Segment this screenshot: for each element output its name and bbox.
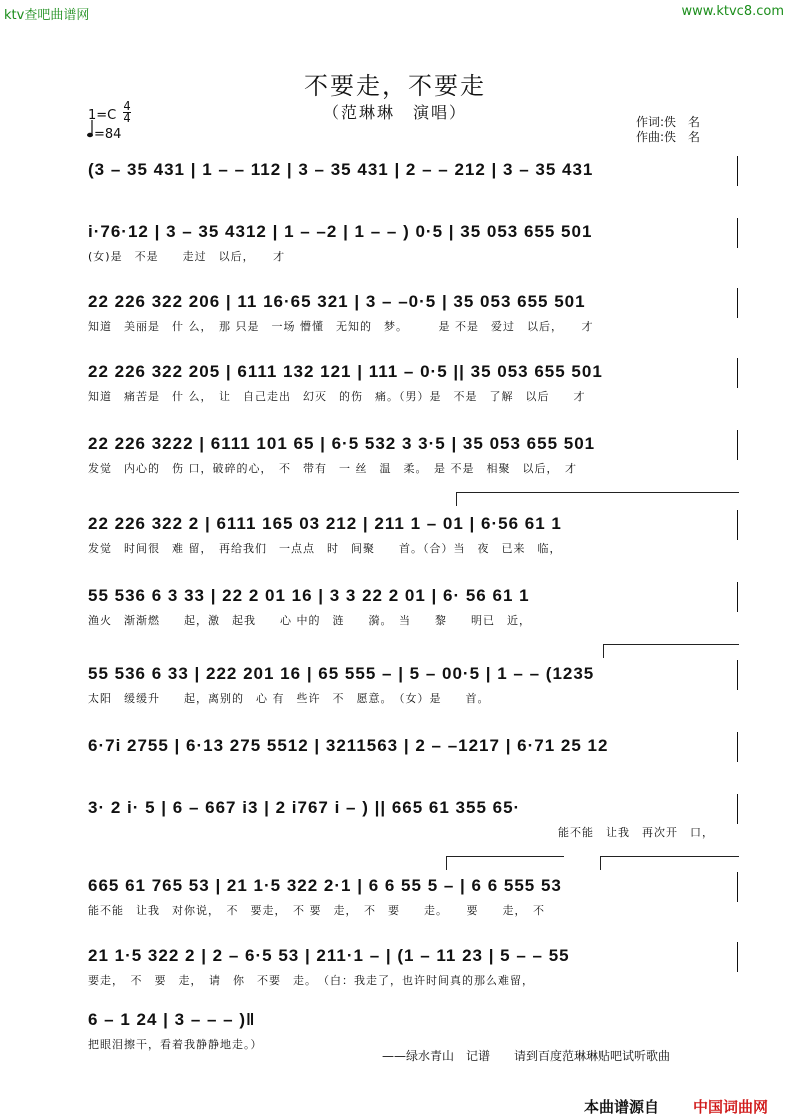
time-signature (123, 101, 131, 124)
notation-line: 21 1·5 322 2 | 2 – 6·5 53 | 211·1 – | (1 – 11 23 | 5 – – 55 (88, 946, 570, 965)
notation-line: 22 226 3222 | 6111 101 65 | 6·5 532 3 3·5 | 35 053 655 501 (88, 434, 596, 453)
watermark-left: ktv查吧曲谱网 (4, 8, 90, 23)
lyric-line: 能不能 让我 再次开 口， (558, 826, 714, 839)
bar-line (737, 582, 738, 612)
bar-line (737, 288, 738, 318)
notation-line: (3 – 35 431 | 1 – – 112 | 3 – 35 431 | 2 – – 212 | 3 – 35 431 (88, 160, 594, 179)
notation-line: 6·7i 2755 | 6·13 275 5512 | 3211563 | 2 – –1217 | 6·71 25 12 (88, 736, 609, 755)
lyric-line: (女)是 不是 走过 以后， 才 (88, 250, 286, 263)
lyricist-credit: 作词:佚 名 (636, 115, 701, 129)
bar-line (737, 660, 738, 690)
notation-line: 22 226 322 205 | 6111 132 121 | 111 – 0·5 || 35 053 655 501 (88, 362, 603, 381)
notation-line: 6 – 1 24 | 3 – – – )‖ (88, 1010, 256, 1029)
notation-line: 22 226 322 2 | 6111 165 03 212 | 211 1 – 01 | 6·56 61 1 (88, 514, 562, 533)
lyric-line: 渔火 渐渐燃 起，激 起我 心 中的 涟 漪。 当 黎 明已 近， (88, 614, 531, 627)
key-signature: 1=C (88, 108, 117, 123)
bar-line (737, 430, 738, 460)
volta-bracket (446, 856, 564, 857)
lyric-line: 太阳 缓缓升 起，离别的 心 有 些许 不 愿意。 （女）是 首。 (88, 692, 490, 705)
composer-credit: 作曲:佚 名 (636, 130, 701, 144)
bar-line (737, 942, 738, 972)
notation-line: 22 226 322 206 | 11 16·65 321 | 3 – –0·5 | 35 053 655 501 (88, 292, 586, 311)
quarter-note-icon (87, 120, 93, 138)
song-subtitle: （范琳琳 演唱） (322, 103, 467, 122)
lyric-line: 知道 痛苦是 什 么， 让 自己走出 幻灭 的伤 痛。（男）是 不是 了解 以后 才 (88, 390, 586, 403)
notation-line: i·76·12 | 3 – 35 4312 | 1 – –2 | 1 – – ) 0·5 | 35 053 655 501 (88, 222, 593, 241)
volta-bracket (456, 492, 739, 493)
source-site-name: 中国词曲网 (693, 1098, 769, 1116)
lyric-line: 把眼泪擦干，看着我静静地走。） (88, 1038, 263, 1051)
bar-line (737, 510, 738, 540)
bar-line (737, 358, 738, 388)
lyric-line: 发觉 内心的 伤 口，破碎的心， 不 带有 一 丝 温 柔。 是 不是 相聚 以后， 才 (88, 462, 577, 475)
meter-top: 4 (123, 99, 131, 113)
bar-line (737, 156, 738, 186)
watermark-right: www.ktvc8.com (681, 4, 784, 19)
notation-line: 55 536 6 33 | 222 201 16 | 65 555 – | 5 – 00·5 | 1 – – (1235 (88, 664, 595, 683)
volta-bracket (603, 644, 739, 645)
tempo-marking: =84 (94, 127, 122, 142)
lyric-line: 要走， 不 要 走， 请 你 不要 走。 （白：我走了，也许时间真的那么难留， (88, 974, 534, 987)
notation-line: 3· 2 i· 5 | 6 – 667 i3 | 2 i767 i – ) || 665 61 355 65· (88, 798, 521, 817)
bar-line (737, 872, 738, 902)
lyric-line: 发觉 时间很 难 留， 再给我们 一点点 时 间聚 首。（合）当 夜 已来 临， (88, 542, 562, 555)
volta-bracket (600, 856, 739, 857)
bar-line (737, 794, 738, 824)
bar-line (737, 732, 738, 762)
source-label: 本曲谱源自 (584, 1098, 660, 1116)
transcriber-credit: ——绿水青山 记谱 请到百度范琳琳贴吧试听歌曲 (382, 1049, 671, 1063)
notation-line: 665 61 765 53 | 21 1·5 322 2·1 | 6 6 55 5 – | 6 6 555 53 (88, 876, 562, 895)
lyric-line: 知道 美丽是 什 么， 那 只是 一场 懵懂 无知的 梦。 是 不是 爱过 以后， 才 (88, 320, 594, 333)
meter-bottom: 4 (123, 111, 131, 125)
notation-line: 55 536 6 3 33 | 22 2 01 16 | 3 3 22 2 01 | 6· 56 61 1 (88, 586, 530, 605)
bar-line (737, 218, 738, 248)
song-title: 不要走，不要走 (304, 72, 486, 100)
lyric-line: 能不能 让我 对你说， 不 要走， 不 要 走， 不 要 走。 要 走， 不 (88, 904, 545, 917)
